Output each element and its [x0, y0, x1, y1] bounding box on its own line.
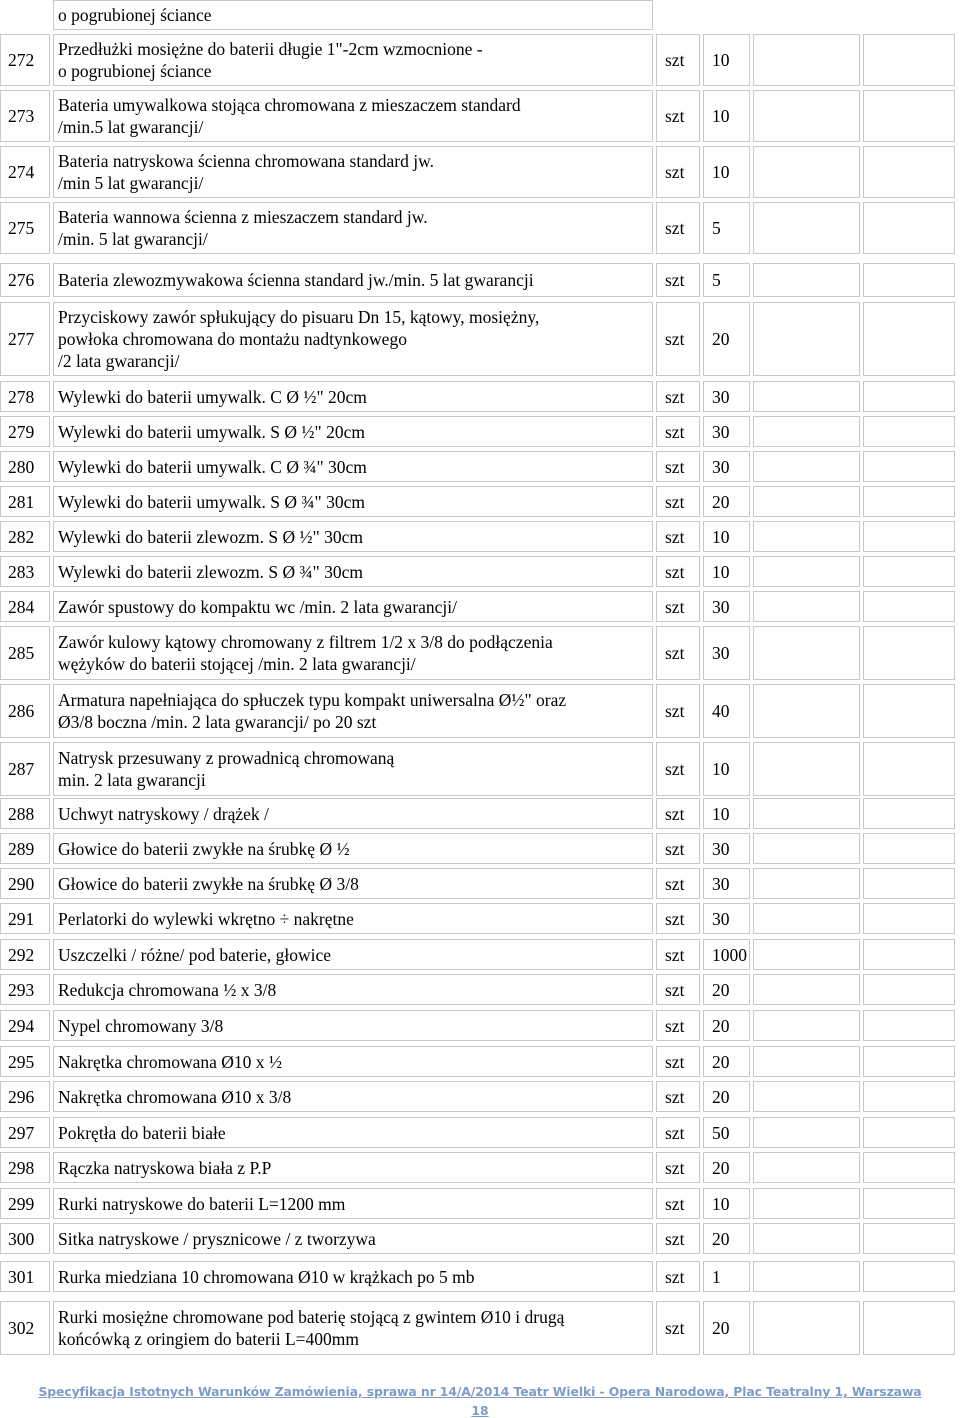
table-row	[0, 1301, 960, 1355]
table-row	[0, 263, 960, 297]
table-row	[0, 1046, 960, 1077]
row-unit: szt	[665, 701, 685, 721]
row-quantity: 20	[712, 1051, 730, 1072]
empty-cell	[753, 798, 860, 829]
page-number: 18	[471, 1403, 489, 1418]
empty-cell	[753, 974, 860, 1005]
table-row	[0, 591, 960, 622]
empty-cell	[753, 1081, 860, 1112]
empty-cell	[863, 1301, 955, 1355]
description-line: Wylewki do baterii umywalk. C Ø ½" 20cm	[58, 386, 367, 407]
empty-cell	[753, 451, 860, 482]
table-row	[0, 381, 960, 412]
empty-cell	[753, 833, 860, 864]
empty-cell	[753, 742, 860, 796]
empty-cell	[863, 742, 955, 796]
description-line: Rurki natryskowe do baterii L=1200 mm	[58, 1193, 346, 1214]
row-number: 274	[8, 162, 35, 182]
description-line: min. 2 lata gwarancji	[58, 770, 206, 790]
description-line: /min. 5 lat gwarancji/	[58, 229, 208, 249]
row-unit: szt	[665, 1228, 685, 1249]
row-unit: szt	[665, 421, 685, 442]
table-row	[0, 202, 960, 254]
empty-cell	[863, 202, 955, 254]
row-description	[56, 939, 652, 970]
empty-cell	[863, 263, 955, 297]
empty-cell	[863, 974, 955, 1005]
description-line: /2 lata gwarancji/	[58, 351, 180, 371]
empty-cell	[863, 556, 955, 587]
row-number: 301	[8, 1266, 35, 1287]
row-unit: szt	[665, 759, 685, 779]
empty-cell	[753, 556, 860, 587]
empty-cell	[753, 90, 860, 142]
description-line: Głowice do baterii zwykłe na śrubkę Ø ½	[58, 838, 350, 859]
empty-cell	[753, 486, 860, 517]
description-line: wężyków do baterii stojącej /min. 2 lata gwarancji/	[58, 654, 416, 674]
row-description	[56, 90, 652, 142]
description-line: Uchwyt natryskowy / drążek /	[58, 803, 269, 824]
empty-cell	[753, 939, 860, 970]
row-quantity: 20	[712, 491, 730, 512]
row-quantity: 20	[712, 1086, 730, 1107]
description-line: Rączka natryskowa biała z P.P	[58, 1157, 272, 1178]
empty-cell	[753, 684, 860, 738]
table-row-fragment	[0, 0, 960, 30]
description-line: Wylewki do baterii umywalk. S Ø ½" 20cm	[58, 421, 365, 442]
row-quantity: 20	[712, 1015, 730, 1036]
empty-cell	[753, 1223, 860, 1254]
row-number: 283	[8, 561, 35, 582]
row-quantity: 30	[712, 908, 730, 929]
row-number: 286	[8, 701, 35, 721]
description-line: Wylewki do baterii zlewozm. S Ø ¾" 30cm	[58, 561, 363, 582]
description-line: Perlatorki do wylewki wkrętno ÷ nakrętne	[58, 908, 354, 929]
description-line: Bateria zlewozmywakowa ścienna standard jw./min. 5 lat gwarancji	[58, 270, 534, 290]
description-line: Wylewki do baterii zlewozm. S Ø ½" 30cm	[58, 526, 363, 547]
empty-cell	[753, 903, 860, 934]
row-unit: szt	[665, 456, 685, 477]
description-line: Nakrętka chromowana Ø10 x 3/8	[58, 1086, 292, 1107]
empty-cell	[753, 416, 860, 447]
row-unit: szt	[665, 838, 685, 859]
row-unit: szt	[665, 1157, 685, 1178]
row-number: 289	[8, 838, 35, 859]
row-description	[56, 1188, 652, 1219]
description-line: /min 5 lat gwarancji/	[58, 173, 204, 193]
description-line: Rurki mosiężne chromowane pod baterię stojącą z gwintem Ø10 i drugą	[58, 1307, 565, 1327]
row-description	[56, 416, 652, 447]
empty-cell	[863, 798, 955, 829]
row-description	[56, 302, 652, 376]
empty-cell	[863, 833, 955, 864]
table-row	[0, 1261, 960, 1292]
row-number: 273	[8, 106, 35, 126]
row-quantity: 10	[712, 50, 730, 70]
row-number: 278	[8, 386, 35, 407]
empty-cell	[753, 1152, 860, 1183]
row-number: 279	[8, 421, 35, 442]
empty-cell	[753, 381, 860, 412]
table-row	[0, 486, 960, 517]
row-unit: szt	[665, 106, 685, 126]
row-unit: szt	[665, 50, 685, 70]
row-description	[56, 1261, 652, 1292]
row-description	[56, 974, 652, 1005]
row-unit: szt	[665, 643, 685, 663]
row-description	[56, 1301, 652, 1355]
empty-cell	[753, 626, 860, 680]
empty-cell	[863, 1081, 955, 1112]
empty-cell	[863, 868, 955, 899]
row-description	[56, 202, 652, 254]
row-description	[56, 486, 652, 517]
row-unit: szt	[665, 1086, 685, 1107]
row-quantity: 30	[712, 386, 730, 407]
row-quantity: 50	[712, 1122, 730, 1143]
row-unit: szt	[665, 908, 685, 929]
table-row	[0, 416, 960, 447]
row-description	[56, 556, 652, 587]
row-unit: szt	[665, 944, 685, 965]
empty-cell	[863, 903, 955, 934]
empty-cell	[863, 1046, 955, 1077]
row-description	[56, 521, 652, 552]
empty-cell	[753, 302, 860, 376]
empty-cell	[753, 591, 860, 622]
description-line: Przyciskowy zawór spłukujący do pisuaru Dn 15, kątowy, mosiężny,	[58, 307, 540, 327]
row-unit: szt	[665, 979, 685, 1000]
empty-cell	[863, 1152, 955, 1183]
row-quantity: 1000	[712, 944, 747, 965]
empty-cell	[753, 263, 860, 297]
table-row	[0, 903, 960, 934]
description-line: Redukcja chromowana ½ x 3/8	[58, 979, 277, 1000]
row-unit: szt	[665, 1122, 685, 1143]
row-number: 272	[8, 50, 35, 70]
row-unit: szt	[665, 1051, 685, 1072]
row-quantity: 30	[712, 421, 730, 442]
description-line: Bateria wannowa ścienna z mieszaczem standard jw.	[58, 207, 428, 227]
description-line: Bateria natryskowa ścienna chromowana standard jw.	[58, 151, 434, 171]
empty-cell	[863, 1117, 955, 1148]
row-number: 275	[8, 218, 35, 238]
table-row	[0, 1188, 960, 1219]
row-number: 285	[8, 643, 35, 663]
description-line: Armatura napełniająca do spłuczek typu kompakt uniwersalna Ø½" oraz	[58, 690, 567, 710]
row-number: 293	[8, 979, 35, 1000]
description-line: Głowice do baterii zwykłe na śrubkę Ø 3/8	[58, 873, 359, 894]
description-line: Zawór kulowy kątowy chromowany z filtrem 1/2 x 3/8 do podłączenia	[58, 632, 553, 652]
empty-cell	[863, 684, 955, 738]
description-line: końcówką z oringiem do baterii L=400mm	[58, 1329, 359, 1349]
table-row	[0, 34, 960, 86]
row-unit: szt	[665, 526, 685, 547]
empty-cell	[863, 302, 955, 376]
row-quantity: 20	[712, 979, 730, 1000]
empty-cell	[753, 1117, 860, 1148]
row-unit: szt	[665, 270, 685, 290]
description-line: Uszczelki / różne/ pod baterie, głowice	[58, 944, 332, 965]
row-unit: szt	[665, 803, 685, 824]
row-quantity: 10	[712, 803, 730, 824]
row-description	[56, 451, 652, 482]
row-description	[56, 146, 652, 198]
row-unit: szt	[665, 561, 685, 582]
row-description	[56, 903, 652, 934]
row-unit: szt	[665, 1266, 685, 1287]
row-description	[56, 34, 652, 86]
table-row	[0, 302, 960, 376]
empty-cell	[753, 1046, 860, 1077]
row-number: 287	[8, 759, 35, 779]
row-quantity: 10	[712, 526, 730, 547]
row-number: 302	[8, 1318, 35, 1338]
table-row	[0, 742, 960, 796]
description-line: powłoka chromowana do montażu nadtynkowego	[58, 329, 407, 349]
row-description	[56, 626, 652, 680]
row-number: 294	[8, 1015, 35, 1036]
row-number: 297	[8, 1122, 35, 1143]
empty-cell	[863, 1188, 955, 1219]
row-quantity: 40	[712, 701, 730, 721]
row-description	[56, 833, 652, 864]
row-quantity: 30	[712, 643, 730, 663]
row-number: 282	[8, 526, 35, 547]
table-row	[0, 1010, 960, 1041]
table-row	[0, 1117, 960, 1148]
table-row	[0, 1152, 960, 1183]
row-quantity: 30	[712, 838, 730, 859]
row-description	[56, 1117, 652, 1148]
row-description	[56, 868, 652, 899]
description-line: Przedłużki mosiężne do baterii długie 1"-2cm wzmocnione -	[58, 39, 483, 59]
description-line: Nypel chromowany 3/8	[58, 1015, 224, 1036]
row-unit: szt	[665, 218, 685, 238]
row-description	[56, 381, 652, 412]
row-number: 280	[8, 456, 35, 477]
table-row	[0, 521, 960, 552]
table-row	[0, 1081, 960, 1112]
footer-text[interactable]: Specyfikacja Istotnych Warunków Zamówienia, sprawa nr 14/A/2014 Teatr Wielki - Opera Narodowa, Plac Teatralny 1, Warszawa	[38, 1384, 922, 1399]
description-line: o pogrubionej ściance	[58, 61, 212, 81]
description-line: Rurka miedziana 10 chromowana Ø10 w krążkach po 5 mb	[58, 1266, 475, 1287]
row-description	[56, 1152, 652, 1183]
table-row	[0, 974, 960, 1005]
row-quantity: 20	[712, 1228, 730, 1249]
table-row	[0, 146, 960, 198]
empty-cell	[863, 451, 955, 482]
row-unit: szt	[665, 1193, 685, 1214]
table-row	[0, 90, 960, 142]
row-unit: szt	[665, 1318, 685, 1338]
row-number: 300	[8, 1228, 35, 1249]
empty-cell	[753, 868, 860, 899]
row-quantity: 30	[712, 873, 730, 894]
description-line: Bateria umywalkowa stojąca chromowana z mieszaczem standard	[58, 95, 521, 115]
table-row	[0, 684, 960, 738]
row-number: 281	[8, 491, 35, 512]
row-unit: szt	[665, 162, 685, 182]
row-unit: szt	[665, 491, 685, 512]
row-number: 296	[8, 1086, 35, 1107]
empty-cell	[863, 1261, 955, 1292]
empty-cell	[863, 146, 955, 198]
row-description-fragment: o pogrubionej ściance	[58, 5, 212, 25]
row-description	[56, 263, 652, 297]
description-line: Natrysk przesuwany z prowadnicą chromowaną	[58, 748, 395, 768]
row-number: 291	[8, 908, 35, 929]
description-line: Zawór spustowy do kompaktu wc /min. 2 lata gwarancji/	[58, 596, 458, 617]
empty-cell	[863, 486, 955, 517]
empty-cell	[753, 146, 860, 198]
empty-cell	[863, 1010, 955, 1041]
row-unit: szt	[665, 873, 685, 894]
description-line: Pokrętła do baterii białe	[58, 1122, 226, 1143]
row-description	[56, 1046, 652, 1077]
row-number: 298	[8, 1157, 35, 1178]
empty-cell	[753, 202, 860, 254]
empty-cell	[863, 939, 955, 970]
empty-cell	[863, 626, 955, 680]
table-row	[0, 626, 960, 680]
empty-cell	[753, 1188, 860, 1219]
row-quantity: 10	[712, 162, 730, 182]
row-unit: szt	[665, 1015, 685, 1036]
description-line: Ø3/8 boczna /min. 2 lata gwarancji/ po 20 szt	[58, 712, 377, 732]
row-unit: szt	[665, 596, 685, 617]
table-row	[0, 939, 960, 970]
description-line: /min.5 lat gwarancji/	[58, 117, 204, 137]
empty-cell	[753, 1301, 860, 1355]
row-number: 295	[8, 1051, 35, 1072]
empty-cell	[863, 416, 955, 447]
description-line: Wylewki do baterii umywalk. C Ø ¾" 30cm	[58, 456, 367, 477]
empty-cell	[863, 591, 955, 622]
page-footer	[0, 1384, 960, 1418]
row-unit: szt	[665, 329, 685, 349]
empty-cell	[753, 1261, 860, 1292]
row-quantity: 5	[712, 270, 721, 290]
row-quantity: 10	[712, 759, 730, 779]
empty-cell	[863, 521, 955, 552]
row-unit: szt	[665, 386, 685, 407]
row-description	[56, 591, 652, 622]
table-row	[0, 833, 960, 864]
row-quantity: 10	[712, 561, 730, 582]
row-description	[56, 742, 652, 796]
empty-cell	[863, 1223, 955, 1254]
table-row	[0, 451, 960, 482]
row-quantity: 30	[712, 456, 730, 477]
table-row	[0, 868, 960, 899]
empty-cell	[863, 34, 955, 86]
row-quantity: 1	[712, 1266, 721, 1287]
row-description	[56, 1010, 652, 1041]
row-description	[56, 1223, 652, 1254]
row-number: 292	[8, 944, 35, 965]
row-number: 290	[8, 873, 35, 894]
row-description	[56, 798, 652, 829]
row-quantity: 10	[712, 106, 730, 126]
row-number: 299	[8, 1193, 35, 1214]
description-line: Wylewki do baterii umywalk. S Ø ¾" 30cm	[58, 491, 365, 512]
row-quantity: 30	[712, 596, 730, 617]
empty-cell	[863, 90, 955, 142]
row-description	[56, 684, 652, 738]
row-quantity: 20	[712, 1157, 730, 1178]
row-quantity: 20	[712, 1318, 730, 1338]
row-number: 284	[8, 596, 35, 617]
row-description	[56, 1081, 652, 1112]
row-quantity: 20	[712, 329, 730, 349]
row-number: 288	[8, 803, 35, 824]
row-number: 276	[8, 270, 35, 290]
empty-cell	[753, 521, 860, 552]
row-number: 277	[8, 329, 35, 349]
row-quantity: 5	[712, 218, 721, 238]
empty-cell	[863, 381, 955, 412]
description-line: Sitka natryskowe / prysznicowe / z tworzywa	[58, 1228, 376, 1249]
table-row	[0, 798, 960, 829]
description-line: Nakrętka chromowana Ø10 x ½	[58, 1051, 283, 1072]
empty-cell	[753, 34, 860, 86]
empty-cell	[753, 1010, 860, 1041]
table-row	[0, 556, 960, 587]
row-quantity: 10	[712, 1193, 730, 1214]
table-row	[0, 1223, 960, 1254]
